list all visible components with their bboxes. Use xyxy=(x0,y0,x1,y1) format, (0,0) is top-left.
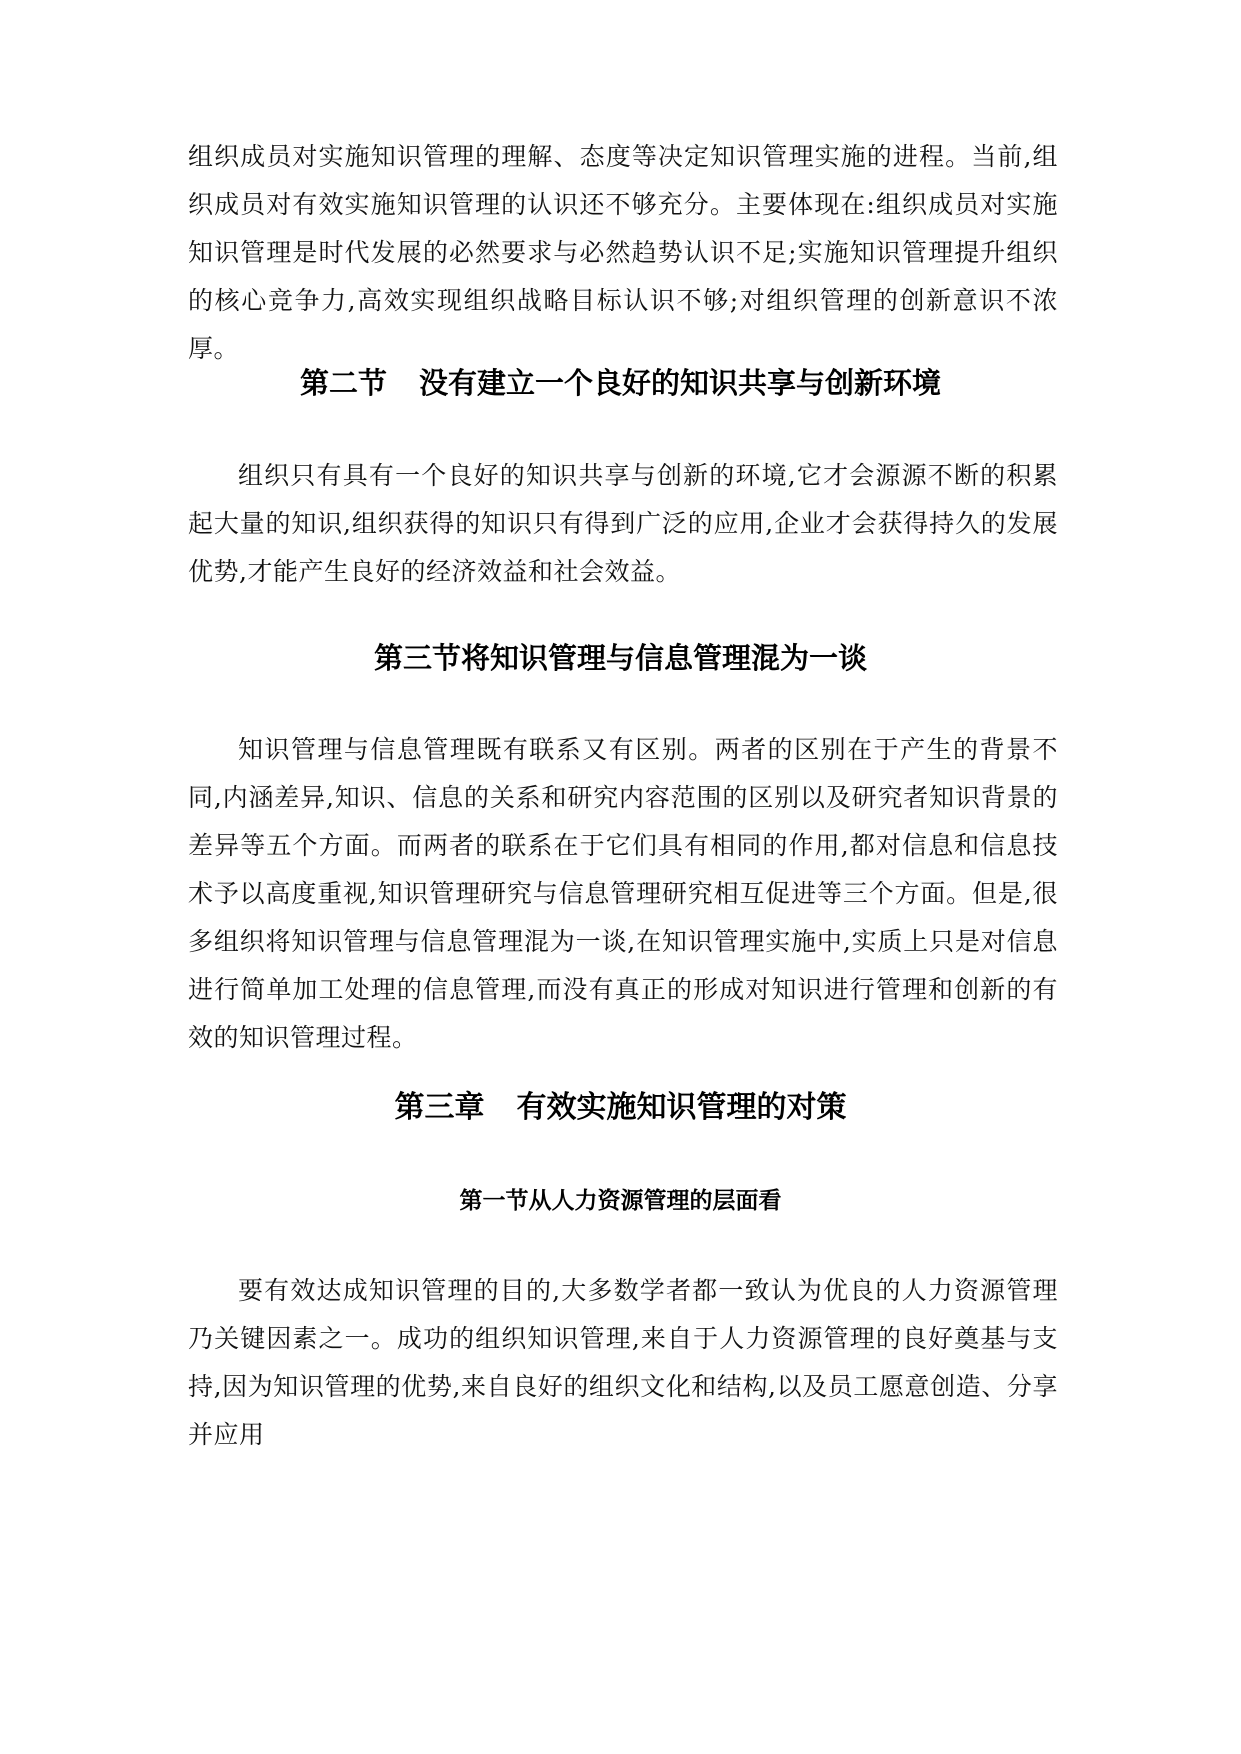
section-2-title: 没有建立一个良好的知识共享与创新环境 xyxy=(419,366,942,400)
chapter-3-title: 有效实施知识管理的对策 xyxy=(516,1090,847,1125)
section-2-number: 第二节 xyxy=(299,366,387,400)
chapter-3-heading xyxy=(0,1087,1241,1129)
chapter-3-number: 第三章 xyxy=(394,1090,485,1125)
paragraph-knowledge-awareness: 组织成员对实施知识管理的理解、态度等决定知识管理实施的进程。当前,组织成员对有效实施知识管理的认识还不够充分。主要体现在:组织成员对实施知识管理是时代发展的必然要求与必然趋势认识不足;实施知识管理提升组织的核心竞争力,高效实现组织战略目标认识不够;对组织管理的创新意识不浓厚。 xyxy=(188,142,1058,363)
section-2-heading xyxy=(0,363,1241,403)
paragraph-info-management: 知识管理与信息管理既有联系又有区别。两者的区别在于产生的背景不同,内涵差异,知识、信息的关系和研究内容范围的区别以及研究者知识背景的差异等五个方面。而两者的联系在于它们具有相同的作用,都对信息和信息技术予以高度重视,知识管理研究与信息管理研究相互促进等三个方面。但是,很多组织将知识管理与信息管理混为一谈,在知识管理实施中,实质上只是对信息进行简单加工处理的信息管理,而没有真正的形成对知识进行管理和创新的有效的知识管理过程。 xyxy=(188,735,1058,1052)
paragraph-sharing-environment: 组织只有具有一个良好的知识共享与创新的环境,它才会源源不断的积累起大量的知识,组织获得的知识只有得到广泛的应用,企业才会获得持久的发展优势,才能产生良好的经济效益和社会效益。 xyxy=(188,461,1058,586)
paragraph-hr-management: 要有效达成知识管理的目的,大多数学者都一致认为优良的人力资源管理乃关键因素之一。成功的组织知识管理,来自于人力资源管理的良好奠基与支持,因为知识管理的优势,来自良好的组织文化和结构,以及员工愿意创造、分享并应用 xyxy=(188,1276,1058,1449)
section-3-heading: 第三节将知识管理与信息管理混为一谈 xyxy=(373,641,867,675)
section-1-heading: 第一节从人力资源管理的层面看 xyxy=(459,1188,782,1214)
